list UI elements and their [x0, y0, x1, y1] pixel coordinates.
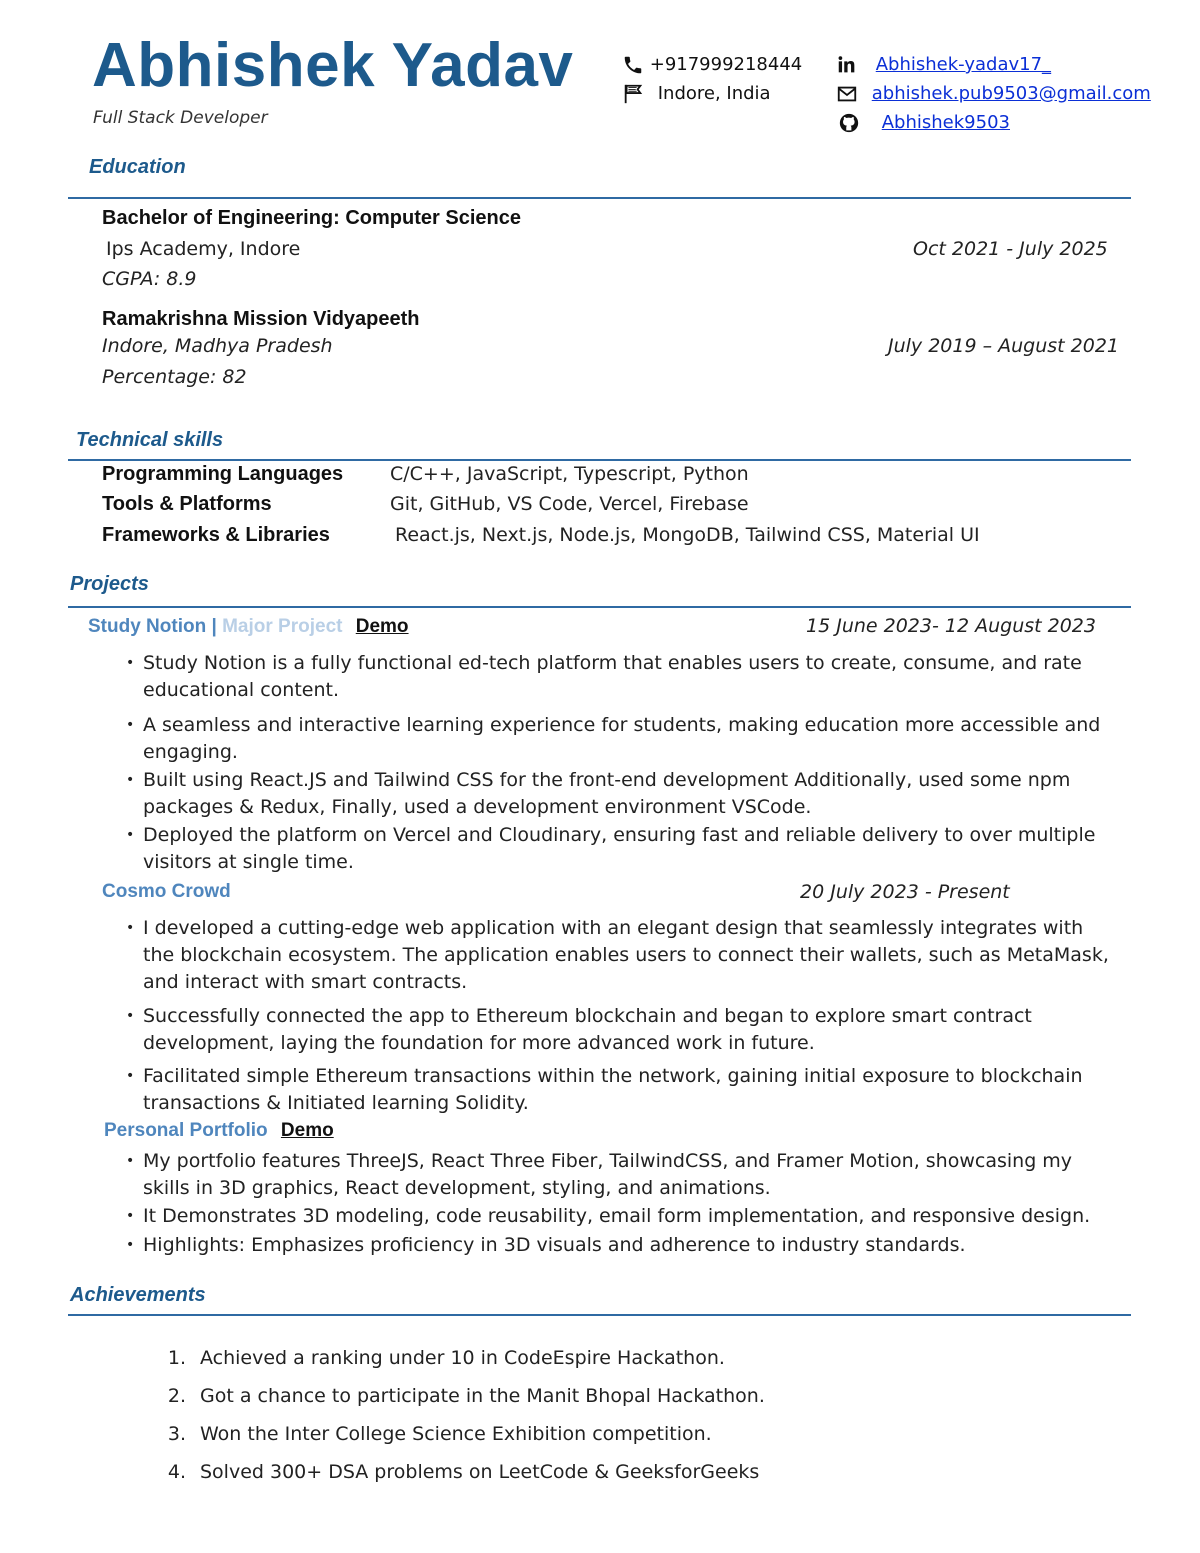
project-bullets-study-notion: [126, 650, 1116, 876]
education-dates-2: July 2019 – August 2021: [888, 335, 1120, 357]
project-name: Cosmo Crowd: [102, 881, 231, 902]
achievements-heading: Achievements: [70, 1284, 206, 1306]
achievement-text: Achieved a ranking under 10 in CodeEspire Hackathon.: [200, 1347, 725, 1369]
project-dates: 15 June 2023- 12 August 2023: [806, 615, 1096, 637]
bullet-item: • I developed a cutting-edge web application with an elegant design that seamlessly integrates with the blockchain ecosystem. The application enables users to connect their wallets, such as MetaMask, and interact with smart contracts.: [126, 915, 1116, 996]
bullet-item: • A seamless and interactive learning experience for students, making education more accessible and engaging.: [126, 712, 1116, 766]
bullet-item: • Built using React.JS and Tailwind CSS for the front-end development Additionally, used some npm packages & Redux, Finally, used a development environment VSCode.: [126, 767, 1116, 821]
achievement-text: Solved 300+ DSA problems on LeetCode & GeeksforGeeks: [200, 1461, 760, 1483]
projects-heading: Projects: [70, 573, 149, 595]
achievement-number: 1.: [167, 1347, 186, 1369]
skill-value-tools: Git, GitHub, VS Code, Vercel, Firebase: [390, 493, 749, 515]
job-title: Full Stack Developer: [93, 108, 268, 128]
bullet-item: • Deployed the platform on Vercel and Cloudinary, ensuring fast and reliable delivery to over multiple visitors at single time.: [126, 822, 1116, 876]
project-dates: 20 July 2023 - Present: [800, 881, 1010, 903]
education-score-1: CGPA: 8.9: [102, 268, 197, 290]
project-title-cosmo-crowd: [102, 881, 231, 903]
location-contact: [622, 83, 771, 105]
achievement-number: 4.: [167, 1461, 186, 1483]
achievements-divider: [68, 1314, 1131, 1316]
skill-label-frameworks: Frameworks & Libraries: [102, 524, 330, 546]
skill-value-languages: C/C++, JavaScript, Typescript, Python: [390, 463, 749, 485]
project-name: Personal Portfolio: [104, 1120, 268, 1141]
linkedin-icon: [836, 54, 858, 76]
bullet-item: • Successfully connected the app to Ethereum blockchain and began to explore smart contract development, laying the foundation for more advanced work in future.: [126, 1003, 1116, 1057]
location-text: Indore, India: [657, 83, 771, 104]
phone-icon: [622, 54, 644, 76]
flag-icon: [622, 83, 644, 105]
education-divider: [68, 197, 1131, 199]
achievement-item: [150, 1385, 765, 1407]
phone-number: +917999218444: [649, 54, 803, 75]
education-score-2: Percentage: 82: [102, 366, 247, 388]
demo-link[interactable]: Demo: [280, 1120, 334, 1141]
education-heading: Education: [89, 156, 186, 178]
github-link[interactable]: Abhishek9503: [881, 112, 1010, 133]
education-degree-1: Bachelor of Engineering: Computer Science: [102, 207, 521, 229]
project-bullets-cosmo-crowd: [126, 915, 1116, 1117]
email-contact: [836, 83, 1151, 105]
project-bullets-portfolio: [126, 1148, 1116, 1259]
skills-divider: [68, 459, 1131, 461]
skill-value-frameworks: React.js, Next.js, Node.js, MongoDB, Tailwind CSS, Material UI: [395, 524, 980, 546]
achievement-number: 2.: [167, 1385, 186, 1407]
bullet-item: • Study Notion is a fully functional ed-tech platform that enables users to create, consume, and rate educational content.: [126, 650, 1116, 704]
project-title-portfolio: [104, 1120, 334, 1142]
demo-link[interactable]: Demo: [355, 616, 409, 637]
achievement-item: [150, 1347, 725, 1369]
achievement-number: 3.: [167, 1423, 186, 1445]
achievement-item: [150, 1423, 712, 1445]
project-tag: Major Project: [222, 616, 343, 637]
bullet-item: • It Demonstrates 3D modeling, code reusability, email form implementation, and responsive design.: [126, 1203, 1116, 1230]
achievement-text: Got a chance to participate in the Manit Bhopal Hackathon.: [200, 1385, 765, 1407]
bullet-item: • My portfolio features ThreeJS, React Three Fiber, TailwindCSS, and Framer Motion, showcasing my skills in 3D graphics, React development, styling, and animations.: [126, 1148, 1116, 1202]
projects-divider: [68, 606, 1131, 608]
achievement-item: [150, 1461, 759, 1483]
education-institution-1: Ips Academy, Indore: [106, 238, 301, 260]
mail-icon: [836, 83, 858, 105]
skills-heading: Technical skills: [76, 429, 224, 451]
project-name: Study Notion |: [88, 616, 217, 637]
project-title-study-notion: [88, 616, 409, 638]
resume-name: Abhishek Yadav: [92, 31, 574, 100]
skill-label-tools: Tools & Platforms: [102, 493, 272, 515]
education-degree-2: Ramakrishna Mission Vidyapeeth: [102, 308, 420, 330]
education-institution-2: Indore, Madhya Pradesh: [102, 335, 333, 357]
linkedin-link[interactable]: Abhishek-yadav17_: [875, 54, 1052, 75]
education-dates-1: Oct 2021 - July 2025: [913, 238, 1108, 260]
bullet-item: • Facilitated simple Ethereum transactions within the network, gaining initial exposure to blockchain transactions & Initiated learning Solidity.: [126, 1063, 1116, 1117]
linkedin-contact: [836, 54, 1051, 76]
skill-label-languages: Programming Languages: [102, 463, 344, 485]
phone-contact: [622, 54, 802, 76]
achievement-text: Won the Inter College Science Exhibition competition.: [200, 1423, 712, 1445]
github-contact: [838, 112, 1010, 134]
github-icon: [838, 112, 860, 134]
email-link[interactable]: abhishek.pub9503@gmail.com: [871, 83, 1151, 104]
bullet-item: • Highlights: Emphasizes proficiency in 3D visuals and adherence to industry standards.: [126, 1232, 1116, 1259]
